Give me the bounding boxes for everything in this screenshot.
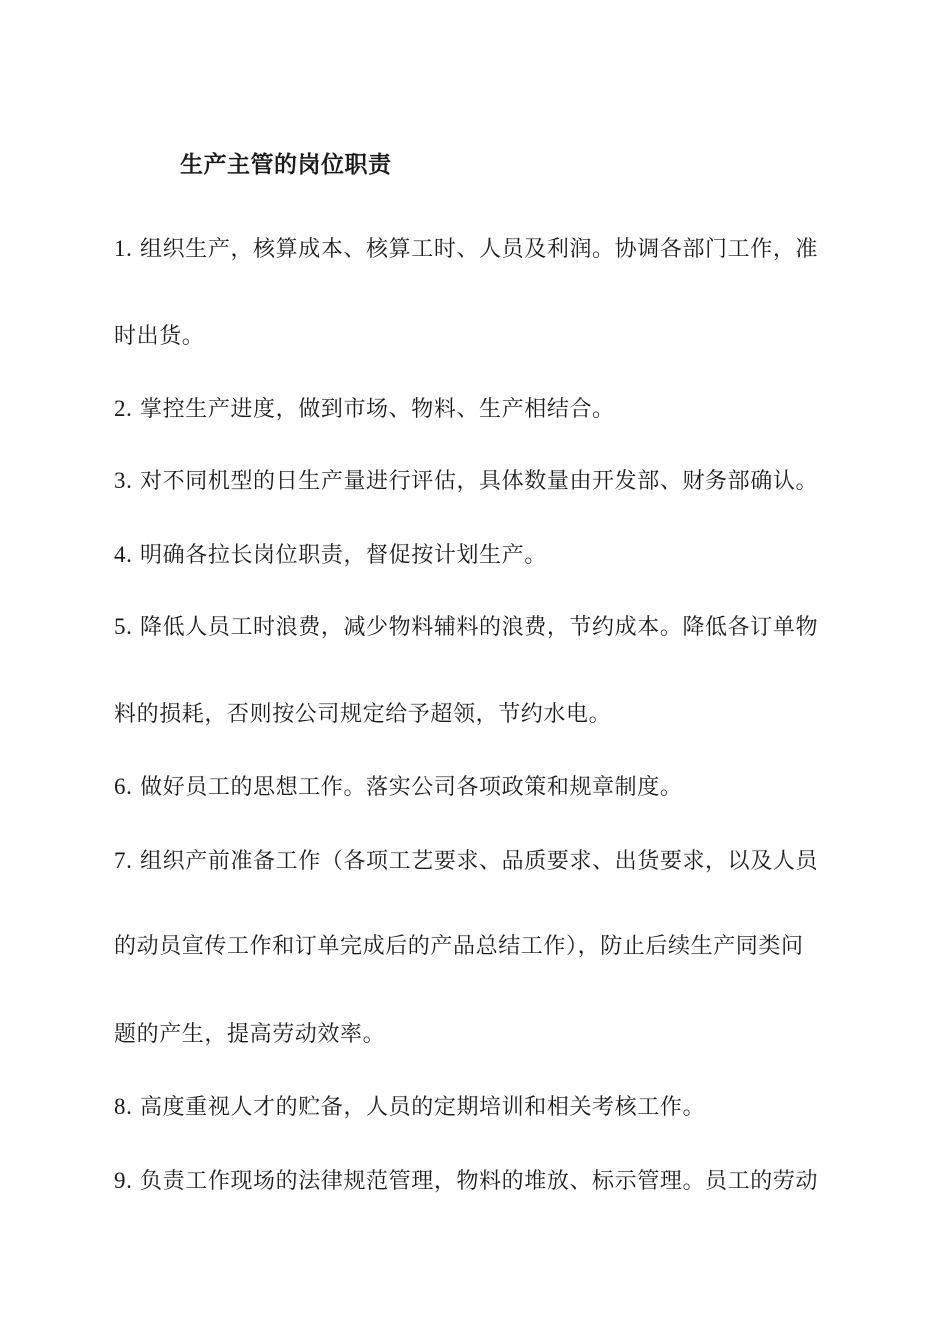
item-text: 高度重视人才的贮备，人员的定期培训和相关考核工作。 [132, 1095, 706, 1120]
item-text: 料的损耗，否则按公司规定给予超领，节约水电。 [114, 702, 612, 727]
item-text: 的动员宣传工作和订单完成后的产品总结工作），防止后续生产同类问 [114, 934, 804, 959]
list-item-7 [114, 846, 818, 877]
item-number: 3. [114, 468, 133, 493]
item-text: 掌控生产进度，做到市场、物料、生产相结合。 [132, 397, 615, 422]
list-item-7-continued [114, 1020, 385, 1050]
list-item-1 [114, 234, 818, 265]
item-number: 1. [114, 236, 133, 261]
list-item-5 [114, 612, 818, 643]
item-text: 组织产前准备工作（各项工艺要求、品质要求、出货要求，以及人员 [132, 849, 819, 874]
item-text: 对不同机型的日生产量进行评估，具体数量由开发部、财务部确认。 [132, 469, 819, 494]
item-number: 9. [114, 1168, 133, 1193]
document-title: 生产主管的岗位职责 [180, 152, 392, 178]
list-item-1-continued [114, 322, 204, 352]
item-text: 题的产生，提高劳动效率。 [114, 1022, 386, 1047]
item-text: 时出货。 [114, 324, 205, 349]
list-item-7-continued [114, 932, 804, 962]
item-number: 4. [114, 542, 133, 567]
list-item-5-continued [114, 700, 611, 730]
list-item-3 [114, 466, 818, 497]
item-text: 组织生产，核算成本、核算工时、人员及利润。协调各部门工作，准 [132, 237, 819, 262]
item-text: 负责工作现场的法律规范管理，物料的堆放、标示管理。员工的劳动 [132, 1169, 819, 1194]
list-item-2 [114, 394, 615, 425]
list-item-8 [114, 1092, 705, 1123]
item-text: 降低人员工时浪费，减少物料辅料的浪费，节约成本。降低各订单物 [132, 615, 819, 640]
item-number: 2. [114, 396, 133, 421]
item-number: 8. [114, 1094, 133, 1119]
item-number: 6. [114, 774, 133, 799]
item-text: 做好员工的思想工作。落实公司各项政策和规章制度。 [132, 775, 683, 800]
list-item-6 [114, 772, 682, 803]
list-item-4 [114, 540, 547, 571]
item-text: 明确各拉长岗位职责，督促按计划生产。 [132, 543, 547, 568]
item-number: 5. [114, 614, 133, 639]
list-item-9 [114, 1166, 818, 1197]
item-number: 7. [114, 848, 133, 873]
